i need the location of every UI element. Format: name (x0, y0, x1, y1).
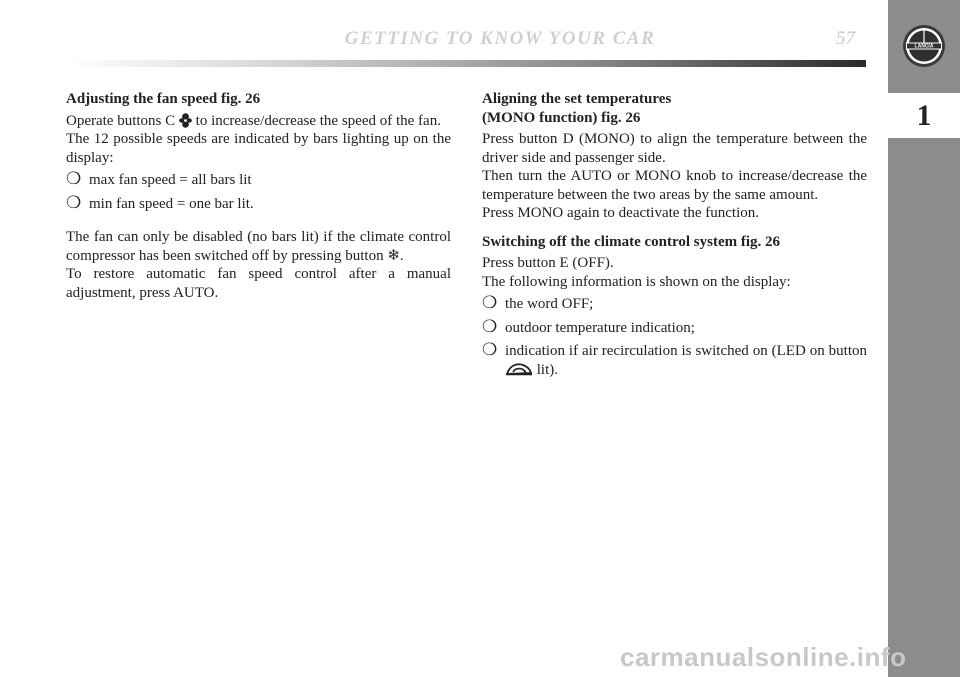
list-item-text: outdoor temperature indication; (505, 319, 695, 336)
watermark: carmanualsonline.info (620, 642, 907, 672)
list-item-text: indication if air recirculation is switched on (LED on button (505, 343, 867, 359)
fan-text-after: to increase/decrease the speed of the fan. (191, 112, 441, 129)
mono-heading-line1: Aligning the set temperatures (482, 91, 672, 107)
header-title: GETTING TO KNOW YOUR CAR (344, 28, 656, 49)
list-item-text: the word OFF; (505, 296, 594, 312)
air-recirculation-icon (505, 362, 533, 377)
mono-heading-line2: (MONO function) fig. 26 (482, 109, 641, 126)
bullet-icon: ❍ (482, 340, 498, 359)
fan-text-before: Operate buttons C (66, 112, 179, 129)
switch-off-heading: Switching off the climate control system fig. 26 (482, 233, 781, 250)
left-column (66, 90, 451, 302)
fan-disable-paragraph: The fan can only be disabled (no bars lit) if the climate control compressor has been switched off by pressing button ❄. (66, 229, 451, 264)
display-info-list (482, 295, 867, 379)
bullet-icon: ❍ (482, 316, 498, 336)
fan-speed-bars-paragraph: The 12 possible speeds are indicated by bars lighting up on the display: (66, 131, 451, 166)
list-item-text-end: lit). (533, 361, 558, 378)
list-item-text: min fan speed = one bar lit. (89, 195, 254, 212)
list-item (482, 295, 867, 314)
mono-paragraph-3: Press MONO again to deactivate the function. (482, 205, 760, 221)
list-item (482, 316, 867, 338)
right-column (482, 90, 867, 384)
list-item (66, 171, 451, 190)
lancia-logo (902, 24, 946, 68)
fan-speed-list (66, 171, 451, 213)
list-item (66, 192, 451, 214)
fan-speed-heading: Adjusting the fan speed fig. 26 (66, 91, 261, 107)
header-divider (66, 60, 866, 67)
fan-speed-paragraph (66, 112, 451, 131)
auto-fan-paragraph: To restore automatic fan speed control after a manual adjustment, press AUTO. (66, 266, 451, 301)
logo-text: LANCIA (914, 43, 934, 50)
bullet-icon: ❍ (66, 192, 82, 212)
bullet-icon: ❍ (66, 169, 82, 188)
fan-icon (179, 113, 192, 128)
mono-paragraph-2: Then turn the AUTO or MONO knob to increase/decrease the temperature between the two areas by the same amount. (482, 168, 867, 203)
list-item (482, 342, 867, 379)
chapter-number-tab: 1 (888, 93, 960, 138)
list-item-text: max fan speed = all bars lit (89, 172, 252, 188)
switch-off-paragraph-1: Press button E (OFF). (482, 255, 614, 271)
mono-paragraph-1: Press button D (MONO) to align the temperature between the driver side and passenger side. (482, 131, 867, 166)
bullet-icon: ❍ (482, 293, 498, 312)
mono-heading (482, 90, 867, 127)
switch-off-paragraph-2: The following information is shown on the display: (482, 273, 791, 290)
page-number: 57 (836, 28, 855, 49)
